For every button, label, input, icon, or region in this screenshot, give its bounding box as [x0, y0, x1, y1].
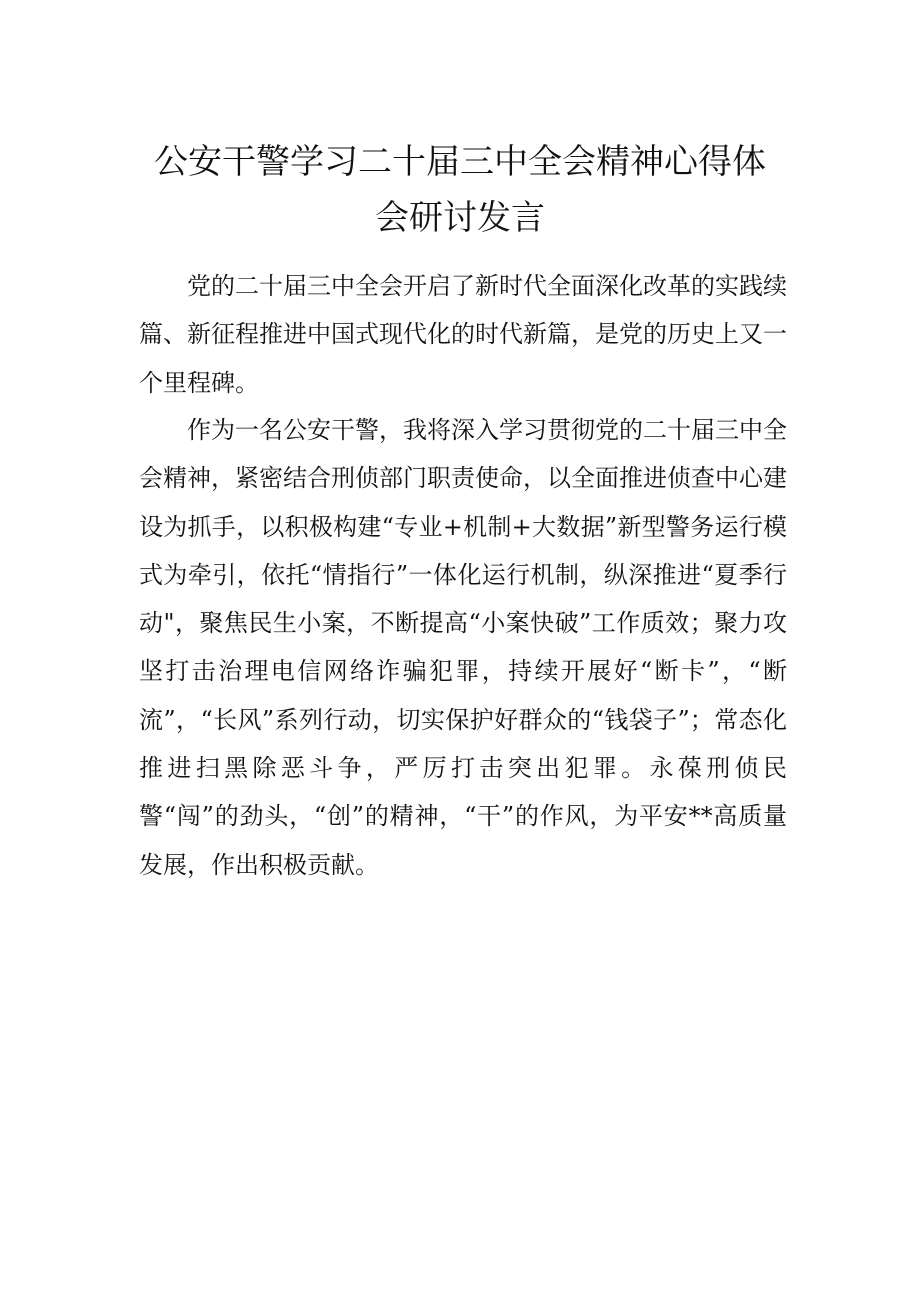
body-paragraph: 作为一名公安干警，我将深入学习贯彻党的二十届三中全会精神，紧密结合刑侦部门职责使命，以全面推进侦查中心建设为抓手，以积极构建“专业+机制+大数据”新型警务运行模式为牵引，依托“情指行”一体化运行机制，纵深推进“夏季行动"，聚焦民生小案，不断提高“小案快破”工作质效；聚力攻坚打击治理电信网络诈骗犯罪，持续开展好“断卡”，“断流”，“长风”系列行动，切实保护好群众的“钱袋子”；常态化推进扫黑除恶斗争，严厉打击突出犯罪。永葆刑侦民警“闯”的劲头，“创”的精神，“干”的作风，为平安**高质量发展，作出积极贡献。: [139, 416, 787, 879]
body-paragraph: 党的二十届三中全会开启了新时代全面深化改革的实践续篇、新征程推进中国式现代化的时代新篇，是党的历史上又一个里程碑。: [139, 272, 787, 397]
body-paragraph-1-block: [139, 262, 787, 407]
document-title-line-1: 公安干警学习二十届三中全会精神心得体: [154, 142, 766, 182]
document-title-line-2: 会研讨发言: [375, 198, 545, 238]
body-paragraph-2-block: [139, 406, 787, 889]
